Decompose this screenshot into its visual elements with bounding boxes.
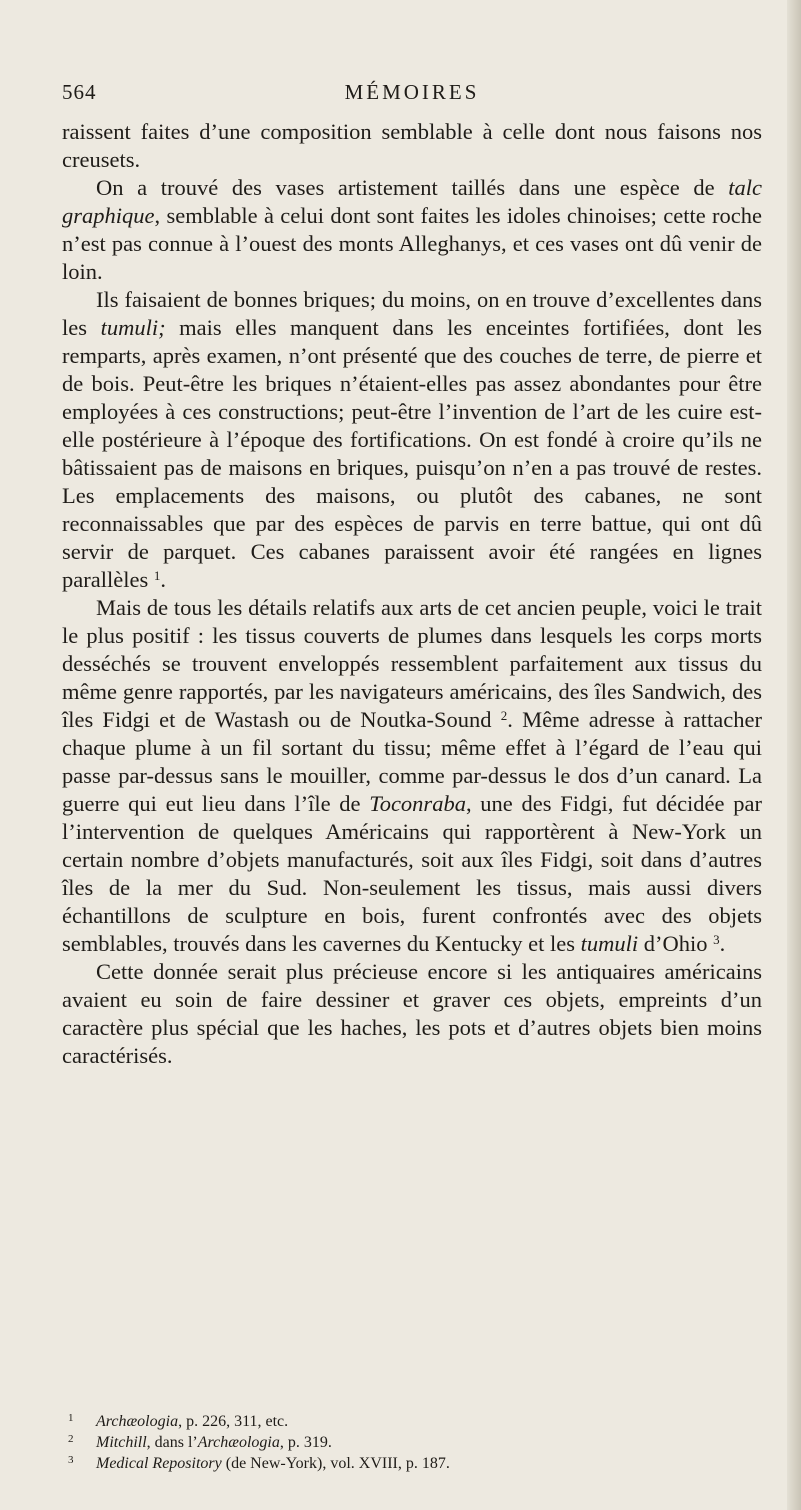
- footnote-marker: 1: [68, 1412, 74, 1424]
- footnote-text: , p. 226, 311, etc.: [178, 1413, 289, 1430]
- footnote-marker: 2: [68, 1433, 74, 1445]
- paragraph: [62, 174, 762, 286]
- paragraph-italic: Toconraba: [369, 791, 466, 816]
- footnote-italic: Archæologia: [197, 1434, 280, 1451]
- footnotes: [62, 1411, 762, 1474]
- footnote: [62, 1432, 762, 1453]
- footnote-text: , p. 319.: [279, 1434, 332, 1451]
- footnote-marker: 3: [68, 1454, 74, 1466]
- paragraph-text: .: [160, 567, 166, 592]
- paragraph: [62, 958, 762, 1070]
- paragraph-text: mais elles manquent dans les enceintes fortifiées, dont les remparts, après examen, n’ont présenté que des couches de terre, de pierre et de bois. Peut-être les briques n’étaient-elles pas assez abondantes pour être employées à ces constructions; peut-être l’invention de l’art de les cuire est-elle postérieure à l’époque des fortifications. On est fondé à croire qu’ils ne bâtissaient pas de maisons en briques, puisqu’on n’en a pas trouvé de restes. Les emplacements des maisons, ou plutôt des cabanes, ne sont reconnaissables que par des espèces de parvis en terre battue, qui ont dû servir de parquet. Ces cabanes paraissent avoir été rangées en lignes parallèles: [62, 315, 762, 592]
- footnote-ref: 3: [713, 932, 720, 947]
- paragraph-text: .: [719, 931, 726, 956]
- paragraph-text: Ils faisaient de bonnes briques; du moins, on en trouve d’excellentes dans les: [62, 287, 762, 340]
- paragraph: [62, 118, 762, 174]
- footnote-text: , dans l’: [146, 1434, 198, 1451]
- paragraph-text: raissent faites d’une composition semblable à celle dont nous faisons nos creusets.: [62, 119, 762, 172]
- paragraph-italic: tumuli;: [100, 315, 166, 340]
- paragraph-text: On a trouvé des vases artistement taillés dans une espèce de: [96, 175, 729, 200]
- page-edge-shadow: [787, 0, 801, 1510]
- paragraph-text: . Même adresse à rattacher chaque plume à un fil sortant du tissu; même effet à l’égard de l’eau qui passe par-dessus sans le mouiller, comme par-dessus le dos d’un canard. La guerre qui eut lieu dans l’île de: [62, 707, 762, 816]
- paragraph-text: Mais de tous les détails relatifs aux arts de cet ancien peuple, voici le trait le plus positif : les tissus couverts de plumes dans lesquels les corps morts desséchés se trouvent enveloppés ressemblent parfaitement aux tissus du même genre rapportés, par les navigateurs américains, des îles Sandwich, des îles Fidgi et de Wastash ou de Noutka-Sound: [62, 595, 762, 732]
- paragraph-text: d’Ohio: [638, 931, 714, 956]
- footnote-italic: Mitchill: [96, 1434, 147, 1451]
- footnote: [62, 1411, 762, 1432]
- footnote-ref: 1: [153, 568, 161, 583]
- footnote-text: (de New-York), vol. XVIII, p. 187.: [221, 1455, 450, 1472]
- paragraph-text: , une des Fidgi, fut décidée par l’intervention de quelques Américains qui rapportèrent à New-York un certain nombre d’objets manufacturés, soit aux îles Fidgi, soit dans d’autres îles de la mer du Sud. Non-seulement les tissus, mais aussi divers échantillons de sculpture en bois, furent confrontés avec des objets semblables, trouvés dans les cavernes du Kentucky et les: [62, 791, 762, 956]
- paragraph-text: , semblable à celui dont sont faites les idoles chinoises; cette roche n’est pas connue à l’ouest des monts Alleghanys, et ces vases ont dû venir de loin.: [62, 203, 762, 284]
- body-text: [62, 118, 762, 1070]
- footnote-italic: Medical Repository: [96, 1455, 222, 1472]
- page-number: 564: [62, 80, 97, 104]
- paragraph-text: Cette donnée serait plus précieuse encore si les antiquaires américains avaient eu soin de faire dessiner et graver ces objets, empreints d’un caractère plus spécial que les haches, les pots et d’autres objets bien moins caractérisés.: [62, 959, 762, 1068]
- paragraph: [62, 594, 762, 958]
- paragraph-italic: tumuli: [580, 931, 639, 956]
- page-header: [62, 80, 762, 120]
- footnote-italic: Archæologia: [96, 1413, 179, 1430]
- footnote-ref: 2: [500, 708, 508, 723]
- paragraph: [62, 286, 762, 594]
- footnote: [62, 1453, 762, 1474]
- running-head: MÉMOIRES: [344, 80, 480, 104]
- paragraph-italic: talc graphique: [62, 175, 762, 228]
